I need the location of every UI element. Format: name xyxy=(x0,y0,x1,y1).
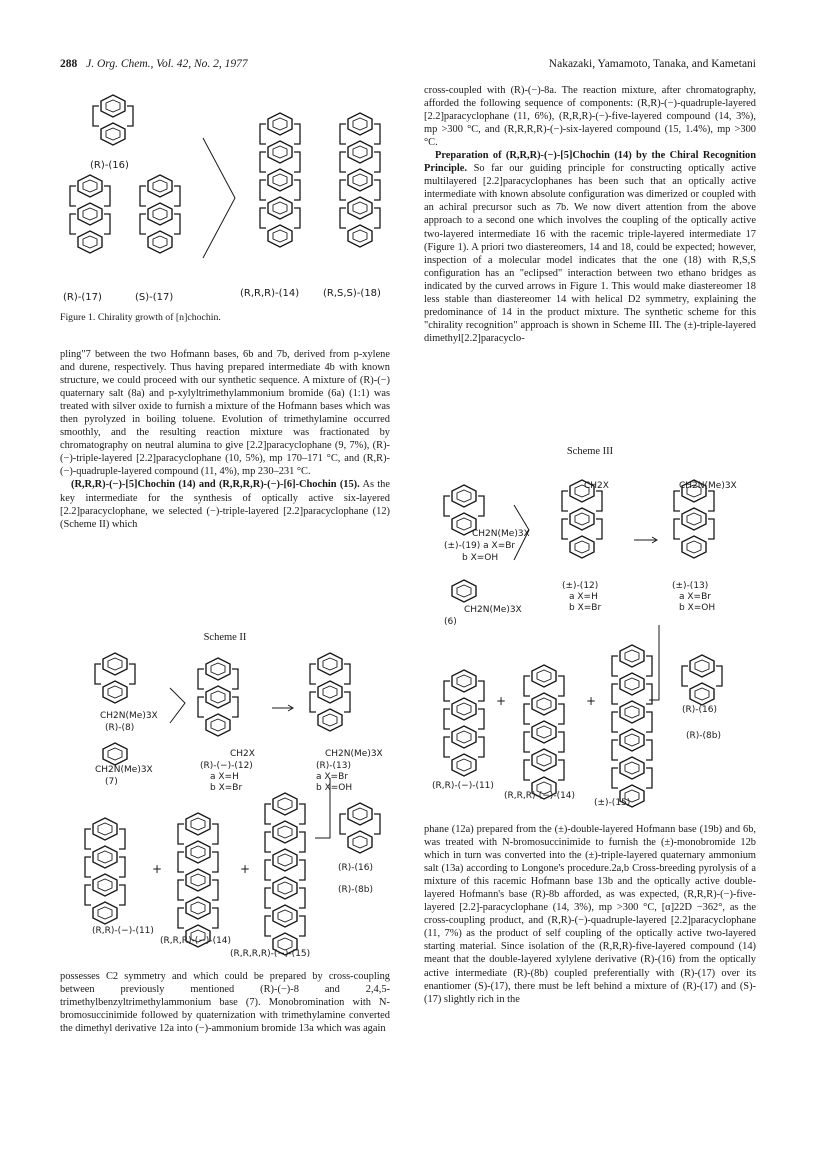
svg-text:b X=Br: b X=Br xyxy=(569,603,602,613)
svg-text:CH2N(Me)3X: CH2N(Me)3X xyxy=(464,605,522,615)
svg-text:b X=Br: b X=Br xyxy=(210,783,243,793)
svg-text:(±)-(19) a X=Br: (±)-(19) a X=Br xyxy=(444,541,516,551)
right-column-lower xyxy=(424,823,756,1006)
scheme-3-title: Scheme III xyxy=(566,446,614,457)
svg-text:(R)-(8b): (R)-(8b) xyxy=(686,731,721,741)
fig1-label-17r: (R)-(17) xyxy=(63,292,102,303)
svg-text:(±)-(15): (±)-(15) xyxy=(594,798,631,808)
svg-text:+: + xyxy=(152,862,163,876)
svg-text:(R)-(13): (R)-(13) xyxy=(316,761,351,771)
right-paragraph-3: phane (12a) prepared from the (±)-double-layered Hofmann base (19b) and 6b, was treated with N-bromosuccinimide to furnish the (±)-monobromide 12b which in turn was converted into the (±)-triple-layered quaternary ammonium salt (13a) according to Longone's procedure.2a,b Cross-breeding pyrolysis of a mixture of this racemic Hofmann base 13b and the optically active double-layered Hofmann's base (R)-8b afforded, as was expected, (R,R,R)-(−)-five-layered [2.2]-paracyclophane (14, 3%), mp >300 °C, [α]22D −362°, as the cross-coupling product, and (R,R)-(−)-quadruple-layered [2.2]paracyclophane (11, 7%) as the product of self coupling of the optically active two-layered starting material. Since isolation of the (R,R,R)-five-layered compound (14) meant that the double-layered xylylene derivative (R)-(16) from the optically active intermediate (R)-(8b) coupled preferentially with (R)-(17) over its enantiomer (S)-(17), there must be left behind a mixture of (R)-(17) and (S)-(17) slightly rich in the xyxy=(424,824,756,1005)
svg-text:CH2N(Me)3X: CH2N(Me)3X xyxy=(100,711,158,721)
figure-1-caption: Figure 1. Chirality growth of [n]chochin. xyxy=(60,312,221,323)
section-heading-chiral: Preparation of (R,R,R)-(−)-[5]Chochin (14) by the Chiral Recognition Principle. xyxy=(424,150,756,175)
compound-14-structure xyxy=(260,113,300,247)
compound-17r-structure xyxy=(70,175,110,253)
journal-citation: J. Org. Chem., Vol. 42, No. 2, 1977 xyxy=(86,58,248,70)
compound-18-structure xyxy=(340,113,380,247)
svg-text:(R,R)-(−)-(11): (R,R)-(−)-(11) xyxy=(92,926,154,936)
svg-text:(R)-(−)-(12): (R)-(−)-(12) xyxy=(200,761,253,771)
left-column-lower xyxy=(60,970,390,1035)
right-paragraph-2: Preparation of (R,R,R)-(−)-[5]Chochin (14) by the Chiral Recognition Principle. So far our guiding principle for constructing optically active multilayered [2.2]paracyclophanes has been such that an optically active intermediate with known absolute configuration was dimerized or coupled with an achiral precursor such as 7b. We now divert attention from the above approach to a second one which involves the coupling of the optically active two-layered intermediate 16 with the racemic triple-layered intermediate 17 (Figure 1). A priori two diastereomers, 14 and 18, could be expected; however, inspection of a molecular model indicates that the one (18) with R,S,S configuration has an "eclipsed" interaction between two ethano bridges as indicated by the curved arrows in Figure 1. This would make diastereomer 18 less stable than diastereomer 14 with helical D2 symmetry, explaining the predominance of 14 in the product mixture. The synthetic scheme for this "chirality recognition" approach is shown in Scheme III. The (±)-triple-layered dimethyl[2.2]paracyclo- xyxy=(424,150,756,344)
svg-text:CH2X: CH2X xyxy=(230,749,255,759)
svg-text:CH2N(Me)3X: CH2N(Me)3X xyxy=(472,529,530,539)
svg-text:(R)-(8): (R)-(8) xyxy=(105,723,135,733)
fig1-label-18: (R,S,S)-(18) xyxy=(323,288,381,299)
svg-text:a X=Br: a X=Br xyxy=(679,592,711,602)
running-header xyxy=(60,58,756,76)
svg-text:(±)-(13): (±)-(13) xyxy=(672,581,709,591)
compound-17s-structure xyxy=(140,175,180,253)
svg-text:CH2X: CH2X xyxy=(584,481,609,491)
figure-1-drawing xyxy=(55,88,405,308)
page-number: 288 xyxy=(60,58,78,70)
svg-text:b X=OH: b X=OH xyxy=(316,783,353,793)
svg-text:+: + xyxy=(240,862,251,876)
svg-text:+: + xyxy=(496,694,507,708)
left-column-upper xyxy=(60,348,390,531)
scheme-2-title: Scheme II xyxy=(203,632,247,643)
scheme-2-drawing xyxy=(60,648,390,958)
svg-text:(R,R)-(−)-(11): (R,R)-(−)-(11) xyxy=(432,781,494,791)
svg-text:(±)-(12): (±)-(12) xyxy=(562,581,599,591)
svg-text:a X=H: a X=H xyxy=(569,592,598,602)
svg-text:b X=OH: b X=OH xyxy=(462,553,499,563)
svg-text:(R)-(16): (R)-(16) xyxy=(338,863,373,873)
svg-text:(6): (6) xyxy=(444,617,457,627)
svg-text:(R,R,R)-(−)-(14): (R,R,R)-(−)-(14) xyxy=(160,936,232,946)
svg-text:(R,R,R,R)-(−)-(15): (R,R,R,R)-(−)-(15) xyxy=(230,949,311,959)
left-paragraph-2: (R,R,R)-(−)-[5]Chochin (14) and (R,R,R,R)-(−)-[6]-Chochin (15). As the key intermediate for the synthesis of optically active six-layered [2.2]paracyclophane, we selected (−)-triple-layered [2.2]paracyclophane (12) (Scheme II) which xyxy=(60,479,390,530)
left-paragraph-3: possesses C2 symmetry and which could be prepared by cross-coupling between previously mentioned (R)-(−)-8 and 2,4,5-trimethylbenzyltrimethylammonium base (7). Monobromination with N-bromosuccinimide followed by quaternization with trimethylamine converted the dimethyl derivative 12a into (−)-ammonium bromide 13a which was again xyxy=(60,971,390,1035)
svg-text:CH2N(Me)3X: CH2N(Me)3X xyxy=(679,481,737,491)
svg-text:(R,R,R)-(−)-(14): (R,R,R)-(−)-(14) xyxy=(504,791,576,801)
svg-text:CH2N(Me)3X: CH2N(Me)3X xyxy=(95,765,153,775)
svg-text:a X=Br: a X=Br xyxy=(316,772,348,782)
svg-text:(R)-(16): (R)-(16) xyxy=(682,705,717,715)
scheme-3-drawing xyxy=(424,460,756,808)
svg-text:a X=H: a X=H xyxy=(210,772,239,782)
section-heading-chochin: (R,R,R)-(−)-[5]Chochin (14) and (R,R,R,R)-(−)-[6]-Chochin (15). xyxy=(71,479,360,491)
svg-text:b X=OH: b X=OH xyxy=(679,603,716,613)
right-column-upper xyxy=(424,84,756,345)
svg-text:(R)-(8b): (R)-(8b) xyxy=(338,885,373,895)
svg-text:(7): (7) xyxy=(105,777,118,787)
author-list: Nakazaki, Yamamoto, Tanaka, and Kametani xyxy=(548,58,756,70)
fig1-label-16: (R)-(16) xyxy=(90,160,129,171)
left-paragraph-1: pling"7 between the two Hofmann bases, 6b and 7b, derived from p-xylene and durene, respectively. Thus having prepared intermediate 4b with known structure, we could proceed with our synthetic sequence. A mixture of (R)-(−) quaternary salt (8a) and p-xylyltrimethylammonium bromide (6a) (1:1) was treated with silver oxide to furnish a mixture of the Hofmann bases which was then pyrolyzed in boiling toluene. Evolution of trimethylamine occurred smoothly, and the resulting reaction mixture was fractionated by chromatography on neutral alumina to give [2.2]paracyclophane (9, 7%), (R)-(−)-triple-layered [2.2]paracyclophane (10, 5%), mp 170–171 °C, and (R,R)-(−)-quadruple-layered compound (11, 4%), mp 230–231 °C. xyxy=(60,349,390,478)
compound-16-structure xyxy=(93,95,133,145)
fig1-label-17s: (S)-(17) xyxy=(135,292,174,303)
right-paragraph-1: cross-coupled with (R)-(−)-8a. The reaction mixture, after chromatography, afforded the following sequence of components: (R,R)-(−)-quadruple-layered [2.2]paracyclophane (11, 6%), (R,R,R)-(−)-five-layered compound (14, 3%), mp >300 °C, and (R,R,R,R)-(−)-six-layered compound (15, 1.4%), mp >300 °C. xyxy=(424,85,756,149)
svg-text:+: + xyxy=(586,694,597,708)
fig1-label-14: (R,R,R)-(14) xyxy=(240,288,300,299)
svg-text:CH2N(Me)3X: CH2N(Me)3X xyxy=(325,749,383,759)
